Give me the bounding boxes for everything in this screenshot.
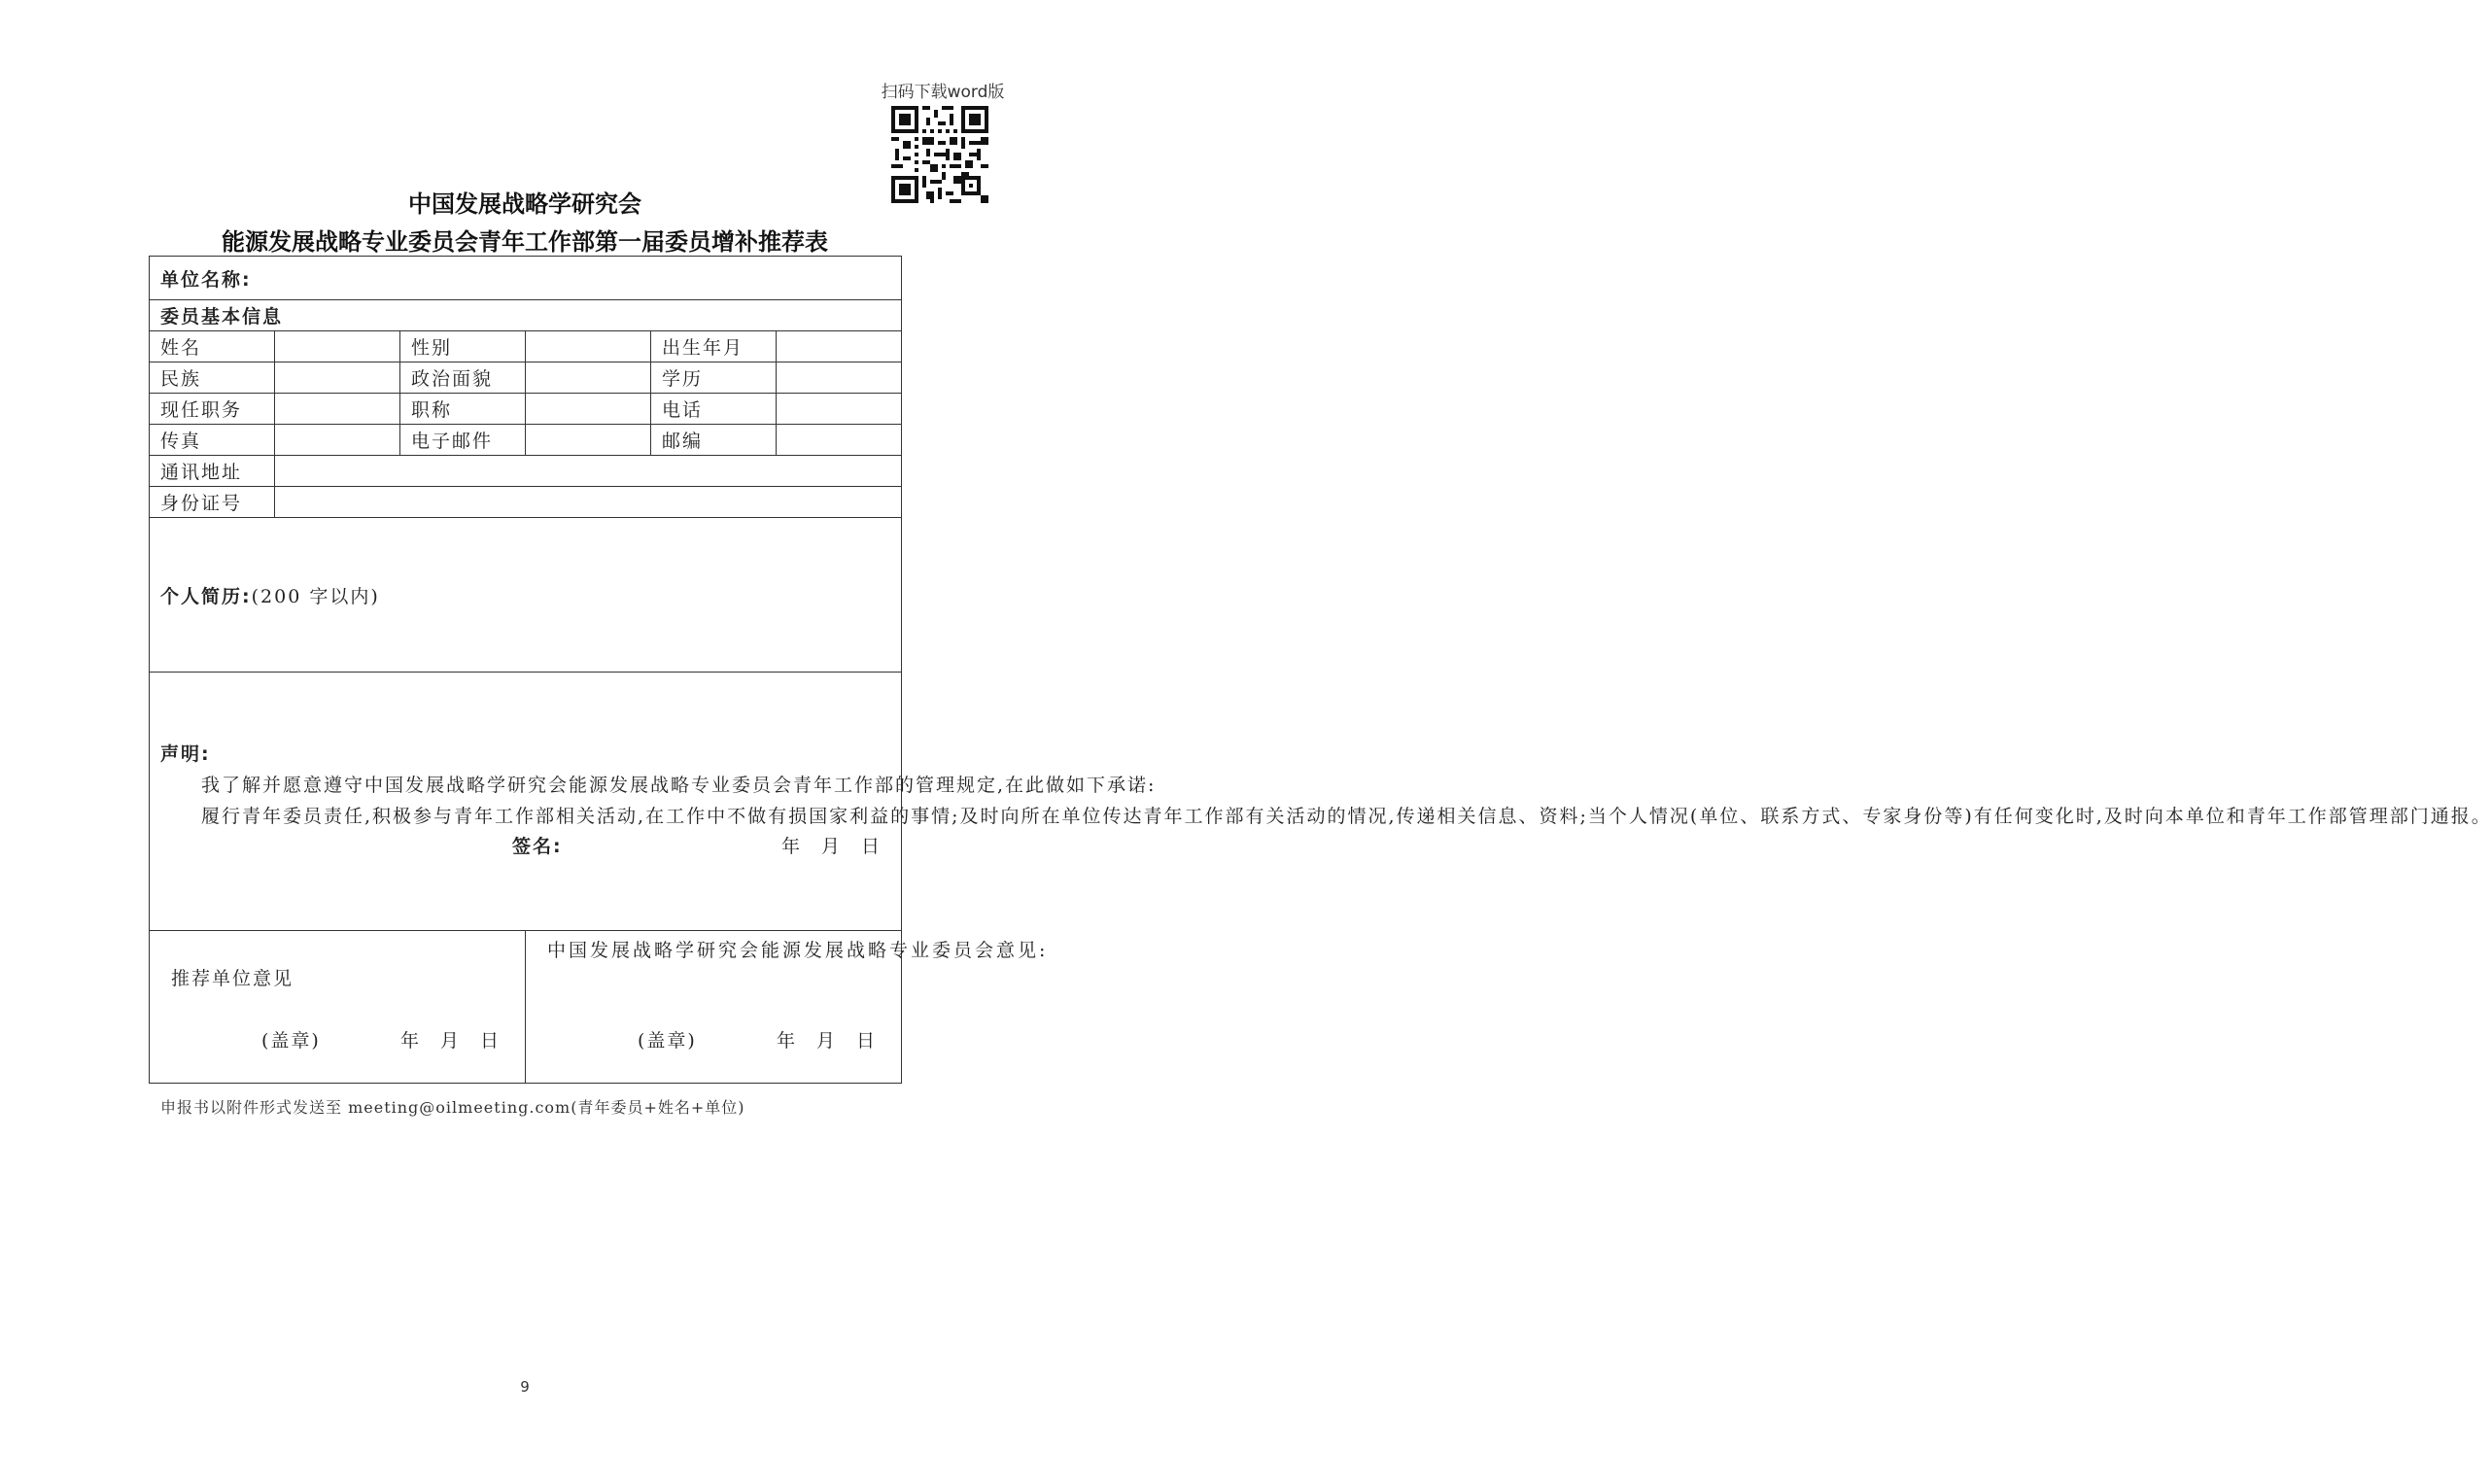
recommendation-form-table <box>149 256 2492 1084</box>
recommend-seal-date: 年月日 <box>400 1030 521 1052</box>
position-label: 现任职务 <box>150 394 275 425</box>
form-title-line2: 能源发展战略专业委员会青年工作部第一届委员增补推荐表 <box>222 228 828 256</box>
qr-caption: 扫码下载word版 <box>881 83 1005 102</box>
address-input[interactable] <box>275 456 902 487</box>
committee-opinion-label: 中国发展战略学研究会能源发展战略专业委员会意见: <box>547 940 1049 961</box>
name-input[interactable] <box>275 331 400 362</box>
declaration-section <box>150 673 2492 931</box>
birth-input[interactable] <box>777 331 902 362</box>
form-title-line1: 中国发展战略学研究会 <box>408 190 641 218</box>
basic-info-heading: 委员基本信息 <box>150 300 902 331</box>
recommend-seal-label: (盖章) <box>261 1030 321 1052</box>
political-status-input[interactable] <box>526 362 651 394</box>
email-label: 电子邮件 <box>400 425 526 456</box>
declaration-paragraph-2: 履行青年委员责任,积极参与青年工作部相关活动,在工作中不做有损国家利益的事情;及时向所在单位传达青年工作部有关活动的情况,传递相关信息、资料;当个人情况(单位、联系方式、专家身份等)有任何变化时,及时向本单位和青年工作部管理部门通报。 <box>201 805 2492 827</box>
name-label: 姓名 <box>150 331 275 362</box>
gender-input[interactable] <box>526 331 651 362</box>
recommend-unit-opinion[interactable] <box>150 931 526 1084</box>
table-row <box>150 394 902 425</box>
unit-name-field[interactable]: 单位名称: <box>150 257 902 300</box>
political-status-label: 政治面貌 <box>400 362 526 394</box>
position-input[interactable] <box>275 394 400 425</box>
postcode-input[interactable] <box>777 425 902 456</box>
table-row <box>150 425 902 456</box>
signature-date: 年月日 <box>781 835 902 857</box>
id-number-label: 身份证号 <box>150 487 275 518</box>
ethnicity-label: 民族 <box>150 362 275 394</box>
phone-input[interactable] <box>777 394 902 425</box>
education-label: 学历 <box>651 362 777 394</box>
table-row <box>150 456 902 487</box>
declaration-paragraph-1: 我了解并愿意遵守中国发展战略学研究会能源发展战略专业委员会青年工作部的管理规定,在此做如下承诺: <box>201 774 1157 796</box>
postcode-label: 邮编 <box>651 425 777 456</box>
fax-label: 传真 <box>150 425 275 456</box>
committee-seal-date: 年月日 <box>777 1030 897 1052</box>
resume-label: 个人简历: <box>160 585 252 607</box>
id-number-input[interactable] <box>275 487 902 518</box>
submission-note: 申报书以附件形式发送至 meeting@oilmeeting.com(青年委员+姓名+单位) <box>160 1098 745 1117</box>
email-input[interactable] <box>526 425 651 456</box>
table-row <box>150 487 902 518</box>
resume-field[interactable] <box>150 518 902 673</box>
title-input[interactable] <box>526 394 651 425</box>
page-number: 9 <box>520 1378 530 1396</box>
signature-label[interactable]: 签名: <box>512 835 563 857</box>
table-row <box>150 362 902 394</box>
address-label: 通讯地址 <box>150 456 275 487</box>
recommend-unit-label: 推荐单位意见 <box>171 968 294 989</box>
ethnicity-input[interactable] <box>275 362 400 394</box>
table-row <box>150 331 902 362</box>
committee-opinion[interactable] <box>526 931 1049 1084</box>
resume-hint: (200 字以内) <box>251 585 380 607</box>
declaration-title: 声明: <box>160 742 211 765</box>
education-input[interactable] <box>777 362 902 394</box>
birth-label: 出生年月 <box>651 331 777 362</box>
fax-input[interactable] <box>275 425 400 456</box>
committee-seal-label: (盖章) <box>638 1030 697 1052</box>
title-label: 职称 <box>400 394 526 425</box>
phone-label: 电话 <box>651 394 777 425</box>
gender-label: 性别 <box>400 331 526 362</box>
